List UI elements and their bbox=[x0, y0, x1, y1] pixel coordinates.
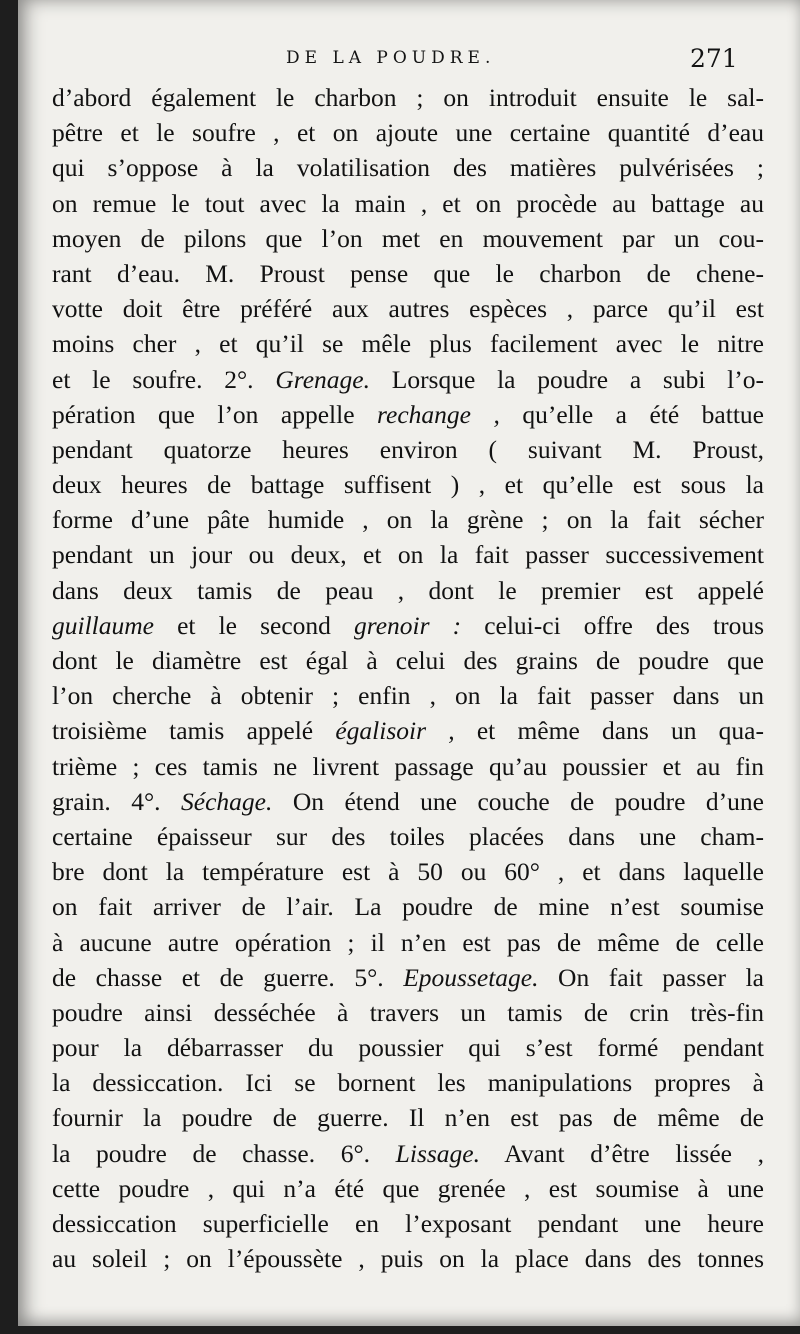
text-run: forme d’une pâte humide , on la grène ; on la fait sécher bbox=[52, 505, 764, 535]
text-line bbox=[52, 643, 764, 678]
text-line bbox=[52, 80, 764, 115]
text-run: bre dont la température est à 50 ou 60° , et dans laquelle bbox=[52, 857, 764, 887]
text-run: au soleil ; on l’époussète , puis on la place dans des tonnes bbox=[52, 1244, 764, 1274]
text-run: deux heures de battage suffisent ) , et qu’elle est sous la bbox=[52, 470, 764, 500]
text-run: la dessiccation. Ici se bornent les manipulations propres à bbox=[52, 1068, 764, 1098]
text-run: dont le diamètre est égal à celui des grains de poudre que bbox=[52, 646, 764, 675]
text-line bbox=[52, 573, 764, 608]
text-run: moyen de pilons que l’on met en mouvement par un cou- bbox=[52, 223, 764, 253]
text-line bbox=[52, 326, 764, 361]
text-line bbox=[52, 467, 764, 502]
text-run: trième ; ces tamis ne livrent passage qu’au poussier et au fin bbox=[52, 751, 764, 781]
text-run: la poudre de chasse. 6°. bbox=[52, 1138, 396, 1168]
text-run: votte doit être préféré aux autres espèces , parce qu’il est bbox=[52, 294, 764, 324]
text-line bbox=[52, 1065, 764, 1100]
text-line bbox=[52, 1030, 764, 1065]
text-line bbox=[52, 854, 764, 889]
text-run: On étend une couche de poudre d’une bbox=[272, 786, 764, 816]
text-run: celui-ci offre des trous bbox=[461, 610, 765, 640]
text-run: on remue le tout avec la main , et on procède au battage au bbox=[52, 188, 764, 218]
text-line bbox=[52, 678, 764, 713]
text-line bbox=[52, 713, 764, 748]
text-line bbox=[52, 608, 764, 643]
text-run: fournir la poudre de guerre. Il n’en est pas de même de bbox=[52, 1103, 764, 1133]
text-run: l’on cherche à obtenir ; enfin , on la fait passer dans un bbox=[52, 681, 764, 711]
text-run: rant d’eau. M. Proust pense que le charbon de chene- bbox=[52, 258, 764, 288]
italic-term: Grenage. bbox=[275, 364, 370, 394]
text-line bbox=[52, 889, 764, 924]
text-line bbox=[52, 150, 764, 185]
text-line bbox=[52, 749, 764, 784]
text-line bbox=[52, 502, 764, 537]
text-line bbox=[52, 291, 764, 326]
text-line bbox=[52, 784, 764, 819]
text-run: Lorsque la poudre a subi l’o- bbox=[369, 364, 764, 394]
italic-term: Epoussetage. bbox=[403, 962, 539, 992]
text-run: dessiccation superficielle en l’exposant pendant une heure bbox=[52, 1209, 764, 1238]
text-run: pération que l’on appelle bbox=[52, 399, 378, 429]
text-line bbox=[52, 1206, 764, 1241]
text-line bbox=[52, 1241, 764, 1276]
text-run: à aucune autre opération ; il n’en est pas de même de celle bbox=[52, 927, 764, 957]
page-header bbox=[18, 46, 800, 76]
italic-term: Séchage. bbox=[181, 786, 273, 816]
text-run: pêtre et le soufre , et on ajoute une certaine quantité d’eau bbox=[52, 118, 764, 148]
text-run: on fait arriver de l’air. La poudre de mine n’est soumise bbox=[52, 892, 764, 922]
text-line bbox=[52, 186, 764, 221]
text-run: pendant quatorze heures environ ( suivant M. Proust, bbox=[52, 434, 764, 464]
text-run: Avant d’être lissée , bbox=[479, 1138, 764, 1168]
text-line bbox=[52, 819, 764, 854]
text-line bbox=[52, 362, 764, 397]
italic-term: égalisoir , bbox=[335, 716, 455, 746]
text-run: et le second bbox=[154, 610, 354, 640]
page-number: 271 bbox=[690, 44, 738, 73]
text-run: dans deux tamis de peau , dont le premier est appelé bbox=[52, 575, 764, 605]
text-line bbox=[52, 1100, 764, 1135]
text-line bbox=[52, 221, 764, 256]
text-run: On fait passer la bbox=[538, 962, 764, 992]
text-run: qui s’oppose à la volatilisation des matières pulvérisées ; bbox=[52, 153, 764, 183]
text-run: de chasse et de guerre. 5°. bbox=[52, 962, 404, 992]
text-run: troisième tamis appelé bbox=[52, 716, 336, 746]
italic-term: rechange , bbox=[377, 399, 500, 429]
text-run: et même dans un qua- bbox=[454, 716, 764, 746]
text-line bbox=[52, 256, 764, 291]
italic-term: guillaume bbox=[52, 610, 154, 640]
text-line bbox=[52, 925, 764, 960]
text-line bbox=[52, 1171, 764, 1206]
italic-term: grenoir : bbox=[353, 610, 462, 640]
text-run: poudre ainsi desséchée à travers un tamis de crin très-fin bbox=[52, 997, 764, 1027]
text-line bbox=[52, 115, 764, 150]
text-run: cette poudre , qui n’a été que grenée , est soumise à une bbox=[52, 1173, 764, 1203]
text-run: pour la débarrasser du poussier qui s’est formé pendant bbox=[52, 1033, 764, 1063]
text-run: d’abord également le charbon ; on introduit ensuite le sal- bbox=[52, 83, 764, 112]
running-title: DE LA POUDRE. bbox=[286, 48, 496, 68]
text-line bbox=[52, 995, 764, 1030]
text-line bbox=[52, 960, 764, 995]
text-run: moins cher , et qu’il se mêle plus facilement avec le nitre bbox=[52, 329, 764, 359]
text-run: qu’elle a été battue bbox=[499, 399, 764, 429]
book-page bbox=[18, 0, 800, 1326]
text-line bbox=[52, 537, 764, 572]
text-line bbox=[52, 397, 764, 432]
body-text bbox=[52, 80, 764, 1276]
text-run: certaine épaisseur sur des toiles placées dans une cham- bbox=[52, 821, 764, 851]
italic-term: Lissage. bbox=[395, 1138, 480, 1168]
text-line bbox=[52, 432, 764, 467]
text-line bbox=[52, 1136, 764, 1171]
text-run: grain. 4°. bbox=[52, 786, 182, 816]
text-run: pendant un jour ou deux, et on la fait passer successivement bbox=[52, 540, 764, 570]
text-run: et le soufre. 2°. bbox=[52, 364, 276, 394]
